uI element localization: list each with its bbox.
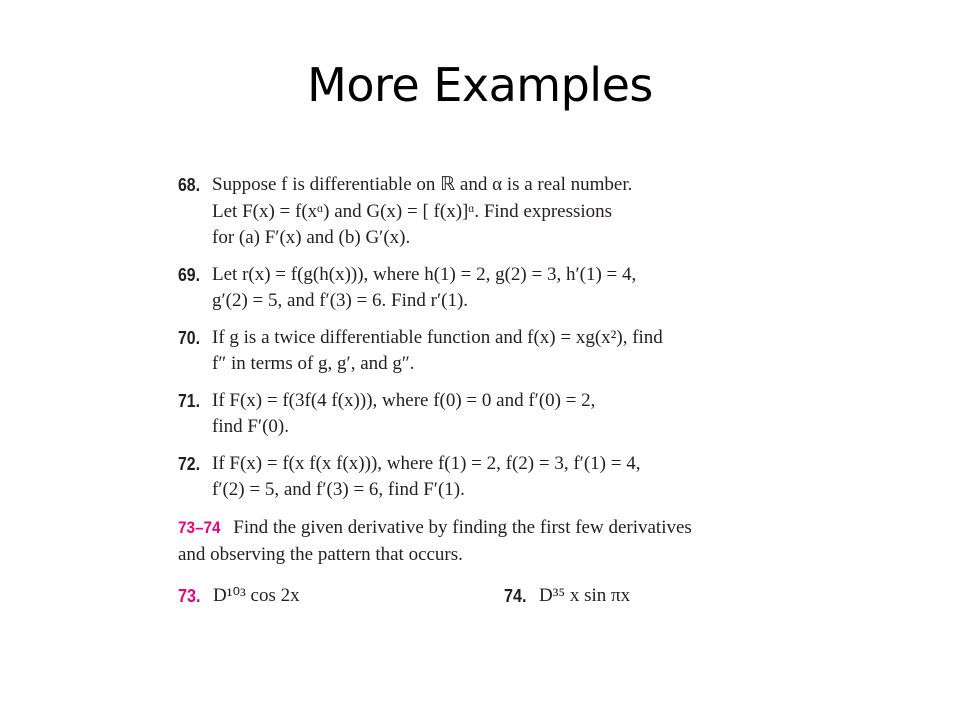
problem-number: 71. xyxy=(178,390,201,411)
problem-text xyxy=(212,388,595,441)
problem-line: If F(x) = f(3f(4 f(x))), where f(0) = 0 and f′(0) = 2, xyxy=(212,389,596,411)
problem-list xyxy=(178,172,798,612)
exercise-number: 73. xyxy=(178,585,201,606)
problem-number: 70. xyxy=(178,327,201,348)
problem-line: f″ in terms of g, g′, and g″. xyxy=(212,353,415,374)
problem-number: 69. xyxy=(178,264,201,285)
exercise-number: 74. xyxy=(504,585,527,606)
problem-text xyxy=(212,262,636,315)
exercise-expression: D¹⁰³ cos 2x xyxy=(213,584,300,606)
problem-69 xyxy=(178,262,798,315)
problem-line: Suppose f is differentiable on ℝ and α is a real number. xyxy=(212,174,633,195)
exercise-row xyxy=(178,582,798,612)
problem-line: Let F(x) = f(xᵅ) and G(x) = [ f(x)]ᵅ. Find expressions xyxy=(212,200,613,222)
exercise-73 xyxy=(178,582,300,610)
problem-line: g′(2) = 5, and f′(3) = 6. Find r′(1). xyxy=(212,290,469,311)
instruction-line: and observing the pattern that occurs. xyxy=(178,543,463,565)
instruction-line xyxy=(178,514,798,541)
exercise-expression: D³⁵ x sin πx xyxy=(539,584,631,606)
problem-text xyxy=(212,325,663,378)
slide-title: More Examples xyxy=(307,58,653,112)
problem-text xyxy=(212,172,632,252)
exercise-range: 73–74 xyxy=(178,517,221,537)
problem-line: If g is a twice differentiable function and f(x) = xg(x²), find xyxy=(212,326,663,348)
problem-number: 72. xyxy=(178,453,201,474)
problem-68 xyxy=(178,172,798,252)
problem-number: 68. xyxy=(178,175,201,195)
problem-line: find F′(0). xyxy=(212,416,289,437)
exercise-instructions xyxy=(178,514,798,568)
problem-line: Let r(x) = f(g(h(x))), where h(1) = 2, g(2) = 3, h′(1) = 4, xyxy=(212,263,637,285)
exercise-74 xyxy=(504,582,630,610)
problem-line: If F(x) = f(x f(x f(x))), where f(1) = 2, f(2) = 3, f′(1) = 4, xyxy=(212,452,641,474)
problem-70 xyxy=(178,325,798,378)
problem-line: f′(2) = 5, and f′(3) = 6, find F′(1). xyxy=(212,479,465,500)
problem-72 xyxy=(178,451,798,504)
problem-71 xyxy=(178,388,798,441)
problem-line: for (a) F′(x) and (b) G′(x). xyxy=(212,227,411,248)
instruction-text: Find the given derivative by finding the first few derivatives xyxy=(233,516,692,538)
problem-text xyxy=(212,451,640,504)
